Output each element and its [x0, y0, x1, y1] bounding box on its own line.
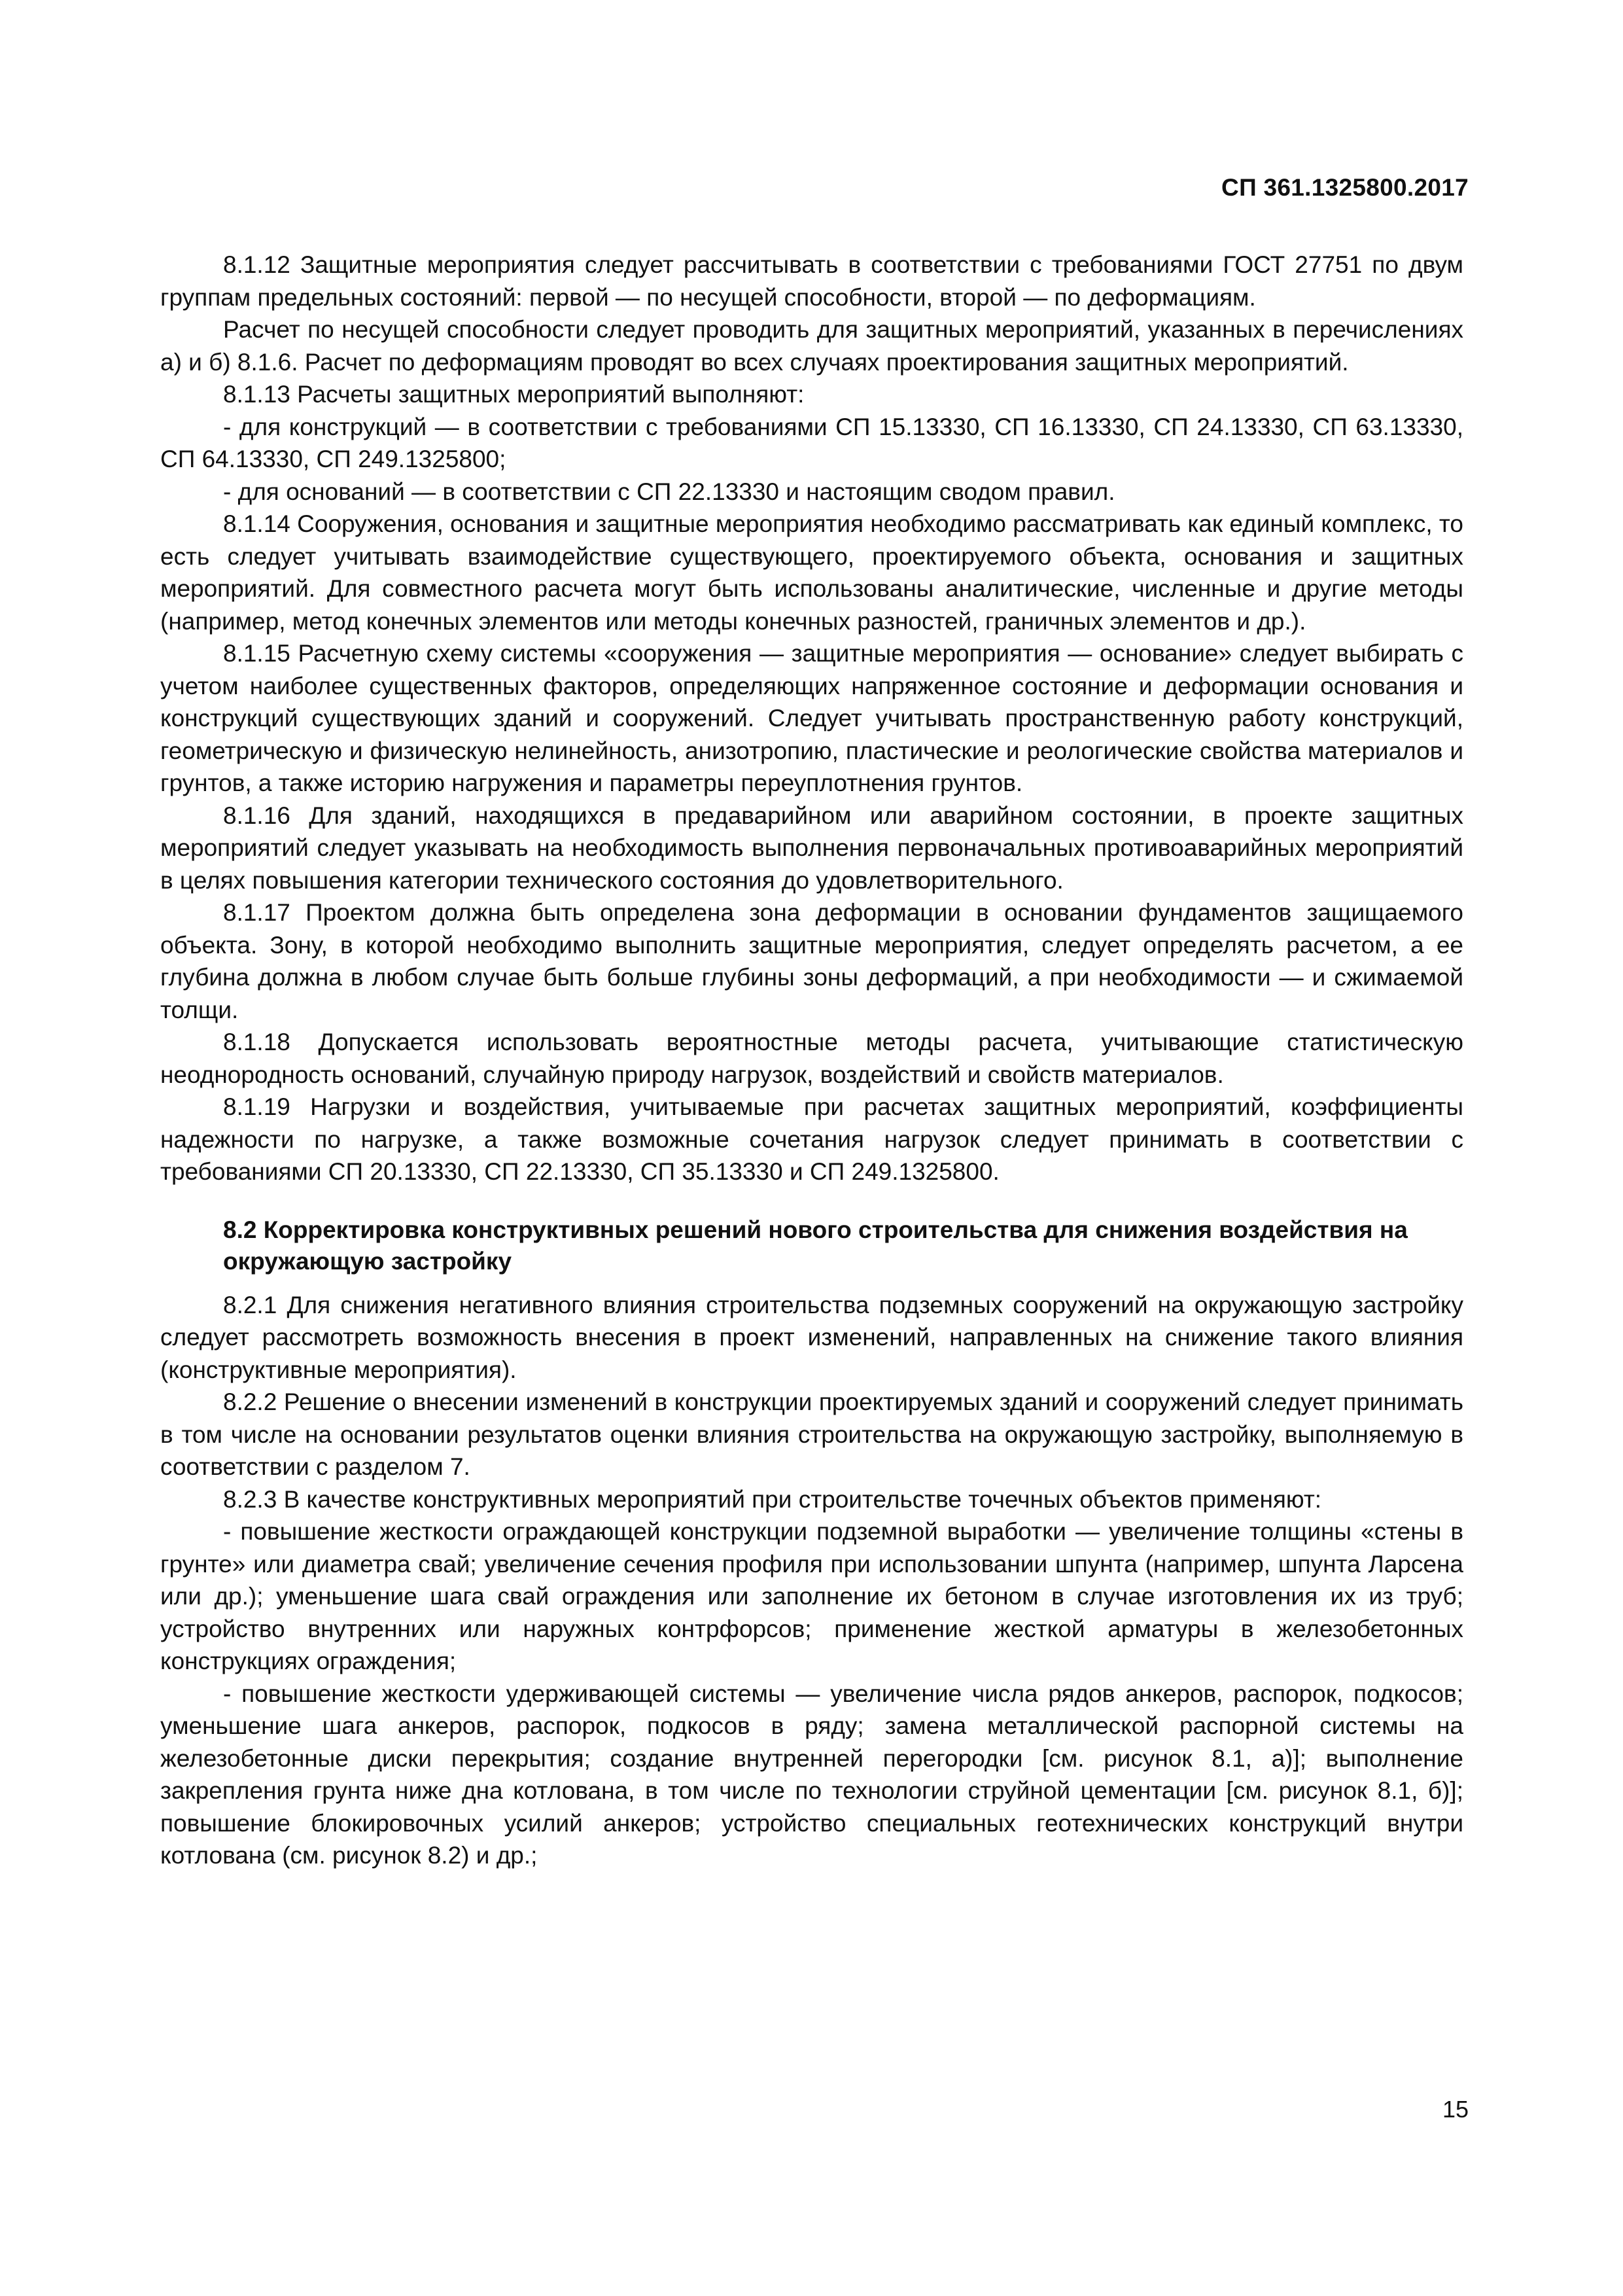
paragraph-8-1-17: 8.1.17 Проектом должна быть определена зона деформации в основании фундаментов защищаемого объекта. Зону, в которой необходимо выполнить защитные мероприятия, следует определять расчетом, а ее глубина должна в любом случае быть больше глубины зоны деформаций, а при необходимости — и сжимаемой толщи. — [160, 899, 1463, 1023]
paragraph-8-2-1: 8.2.1 Для снижения негативного влияния строительства подземных сооружений на окружающую застройку следует рассмотреть возможность внесения в проект изменений, направленных на снижение такого влияния (конструктивные мероприятия). — [160, 1291, 1463, 1383]
list-item-wall-stiffness: - повышение жесткости ограждающей конструкции подземной выработки — увеличение толщины «стены в грунте» или диаметра свай; увеличение сечения профиля при использовании шпунта (например, шпунта Ларсена или др.); уменьшение шага свай ограждения или заполнение их бетоном в случае изготовления их из труб; устройство внутренних или наружных контрфорсов; применение жесткой арматуры в железобетонных конструкциях ограждения; — [160, 1518, 1463, 1674]
section-title-8-2: 8.2 Корректировка конструктивных решений нового строительства для снижения воздействия на окружающую застройку — [223, 1216, 1408, 1275]
document-code-header: СП 361.1325800.2017 — [1221, 174, 1469, 201]
list-item-constructions: - для конструкций — в соответствии с требованиями СП 15.13330, СП 16.13330, СП 24.13330, СП 63.13330, СП 64.13330, СП 249.1325800; — [160, 413, 1463, 472]
list-item-foundations: - для оснований — в соответствии с СП 22.13330 и настоящим сводом правил. — [223, 478, 1115, 505]
page-content — [160, 249, 1463, 1872]
paragraph-8-1-13: 8.1.13 Расчеты защитных мероприятий выполняют: — [223, 381, 805, 408]
paragraph-8-1-14: 8.1.14 Сооружения, основания и защитные мероприятия необходимо рассматривать как единый комплекс, то есть следует учитывать взаимодействие существующего, проектируемого объекта, основания и защитных мероприятий. Для совместного расчета могут быть использованы аналитические, численные и другие методы (например, метод конечных элементов или методы конечных разностей, граничных элементов и др.). — [160, 510, 1463, 635]
paragraph-8-2-3: 8.2.3 В качестве конструктивных мероприятий при строительстве точечных объектов применяют: — [223, 1485, 1322, 1513]
paragraph-8-2-2: 8.2.2 Решение о внесении изменений в конструкции проектируемых зданий и сооружений следует принимать в том числе на основании результатов оценки влияния строительства на окружающую застройку, выполняемую в соответствии с разделом 7. — [160, 1388, 1463, 1480]
page-number: 15 — [1442, 2096, 1469, 2123]
list-item-support-stiffness: - повышение жесткости удерживающей системы — увеличение числа рядов анкеров, распорок, подкосов; уменьшение шага анкеров, распорок, подкосов в ряду; замена металлической распорной системы на железобетонные диски перекрытия; создание внутренней перегородки [см. рисунок 8.1, а)]; выполнение закрепления грунта ниже дна котлована, в том числе по технологии струйной цементации [см. рисунок 8.1, б)]; повышение блокировочных усилий анкеров; устройство специальных геотехнических конструкций внутри котлована (см. рисунок 8.2) и др.; — [160, 1680, 1463, 1869]
paragraph-8-1-12-cont: Расчет по несущей способности следует проводить для защитных мероприятий, указанных в перечислениях а) и б) 8.1.6. Расчет по деформациям проводят во всех случаях проектирования защитных мероприятий. — [160, 316, 1463, 376]
paragraph-8-1-16: 8.1.16 Для зданий, находящихся в предаварийном или аварийном состоянии, в проекте защитных мероприятий следует указывать на необходимость выполнения первоначальных противоаварийных мероприятий в целях повышения категории технического состояния до удовлетворительного. — [160, 802, 1463, 894]
paragraph-8-1-19: 8.1.19 Нагрузки и воздействия, учитываемые при расчетах защитных мероприятий, коэффициенты надежности по нагрузке, а также возможные сочетания нагрузок следует принимать в соответствии с требованиями СП 20.13330, СП 22.13330, СП 35.13330 и СП 249.1325800. — [160, 1093, 1463, 1185]
paragraph-8-1-18: 8.1.18 Допускается использовать вероятностные методы расчета, учитывающие статистическую неоднородность оснований, случайную природу нагрузок, воздействий и свойств материалов. — [160, 1029, 1463, 1088]
paragraph-8-1-12: 8.1.12 Защитные мероприятия следует рассчитывать в соответствии с требованиями ГОСТ 27751 по двум группам предельных состояний: первой — по несущей способности, второй — по деформациям. — [160, 251, 1463, 311]
paragraph-8-1-15: 8.1.15 Расчетную схему системы «сооружения — защитные мероприятия — основание» следует выбирать с учетом наиболее существенных факторов, определяющих напряженное состояние и деформации основания и конструкций существующих зданий и сооружений. Следует учитывать пространственную работу конструкций, геометрическую и физическую нелинейность, анизотропию, пластические и реологические свойства материалов и грунтов, а также историю нагружения и параметры переуплотнения грунтов. — [160, 640, 1463, 796]
